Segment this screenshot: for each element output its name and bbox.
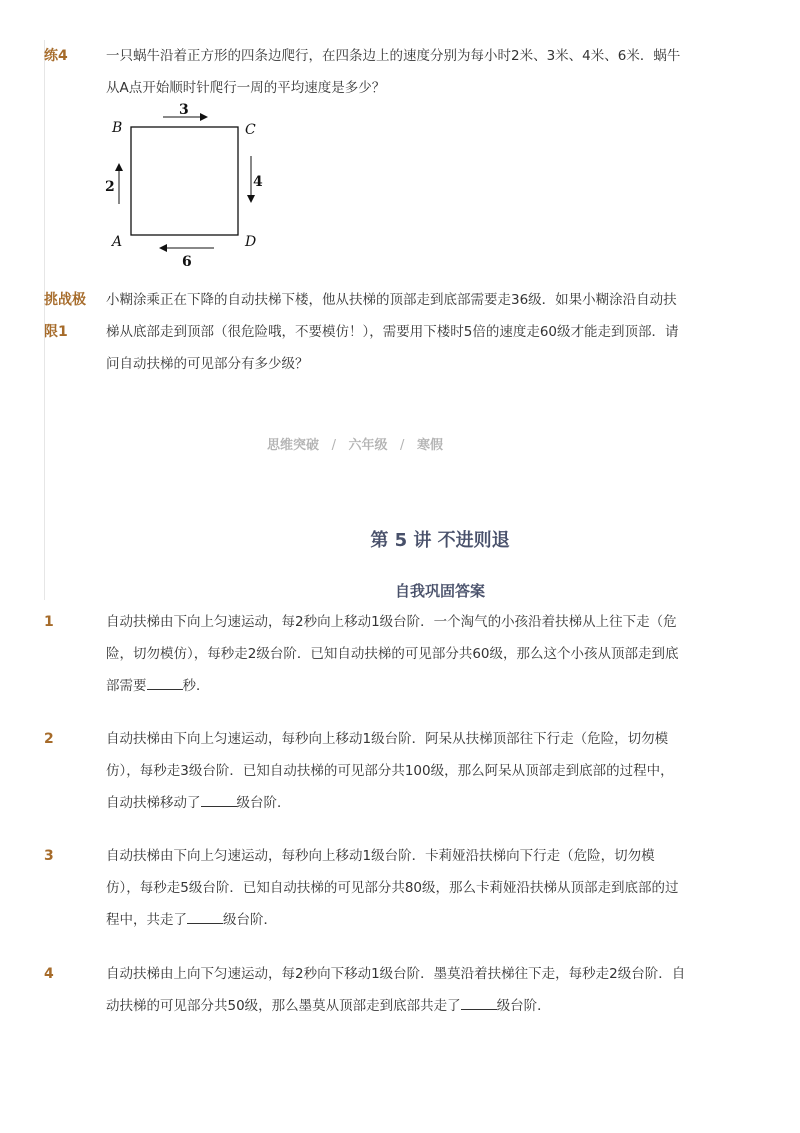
corner-a-label: A (112, 234, 123, 250)
challenge-line3: 问自动扶梯的可见部分有多少级？ (106, 356, 309, 372)
problem-1-line3-after: 秒． (182, 678, 210, 694)
section-title: 自我巩固答案 (394, 582, 485, 600)
problem-3-line3 (106, 904, 718, 936)
challenge-text (106, 284, 718, 380)
problem-2-line3-after: 级台阶． (236, 795, 291, 811)
challenge-line1: 小糊涂乘正在下降的自动扶梯下楼，他从扶梯的顶部走到底部需要走36级．如果小糊涂沿自动扶 (106, 292, 677, 308)
breadcrumb-sep-1: / (331, 438, 336, 453)
problem-1-line1: 自动扶梯由下向上匀速运动，每2秒向上移动1级台阶．一个淘气的小孩沿着扶梯从上往下走（危 (106, 614, 677, 630)
problem-4-line2 (106, 990, 718, 1022)
problem-3-line1: 自动扶梯由下向上匀速运动，每秒向上移动1级台阶．卡莉娅沿扶梯向下行走（危险，切勿模 (106, 848, 655, 864)
breadcrumb (0, 434, 710, 453)
practice4-label: 练4 (44, 48, 68, 64)
problem-1-line3 (106, 670, 718, 702)
problem-1-number: 1 (44, 614, 54, 630)
challenge-label-line1: 挑战极 (44, 292, 86, 308)
problem-2-line3-before: 自动扶梯移动了 (106, 795, 201, 811)
problem-1-text (106, 606, 718, 702)
problem-4-line1: 自动扶梯由上向下匀速运动，每2秒向下移动1级台阶．墨莫沿着扶梯往下走，每秒走2级台阶．自 (106, 966, 686, 982)
practice4-line2: 从A点开始顺时针爬行一周的平均速度是多少？ (106, 80, 386, 96)
problem-2-line3 (106, 787, 718, 819)
problem-2-text (106, 723, 718, 819)
speed-left-label: 2 (105, 179, 115, 195)
problem-3-line3-after: 级台阶． (223, 912, 277, 928)
corner-b-label: B (112, 120, 123, 136)
answer-blank (201, 792, 237, 807)
problem-2-line1: 自动扶梯由下向上匀速运动，每秒向上移动1级台阶．阿呆从扶梯顶部往下行走（危险，切勿模 (106, 731, 669, 747)
practice4-line1: 一只蜗牛沿着正方形的四条边爬行，在四条边上的速度分别为每小时2米、3米、4米、6米．蜗牛 (106, 48, 681, 64)
snail-square-figure (100, 100, 280, 275)
corner-c-label: C (245, 122, 256, 138)
problem-4-number: 4 (44, 966, 54, 982)
challenge-label-line2: 限1 (44, 324, 68, 340)
square-outline (131, 127, 238, 235)
problem-3-line2: 仿），每秒走5级台阶．已知自动扶梯的可见部分共80级，那么卡莉娅沿扶梯从顶部走到底部的过 (106, 880, 679, 896)
lecture-title: 第 5 讲 不进则退 (370, 530, 510, 551)
corner-d-label: D (245, 234, 257, 250)
problem-1-line3-before: 部需要 (106, 678, 147, 694)
answer-blank (187, 909, 223, 924)
challenge-label (44, 284, 86, 348)
speed-bottom-label: 6 (182, 254, 192, 270)
problem-3-line3-before: 程中，共走了 (106, 912, 187, 928)
challenge-line2: 梯从底部走到顶部（很危险哦，不要模仿！），需要用下楼时5倍的速度走60级才能走到顶部．请 (106, 324, 679, 340)
problem-1-line2: 险，切勿模仿），每秒走2级台阶．已知自动扶梯的可见部分共60级，那么这个小孩从顶部走到底 (106, 646, 679, 662)
problem-2-number: 2 (44, 731, 54, 747)
problem-2-line2: 仿），每秒走3级台阶．已知自动扶梯的可见部分共100级，那么阿呆从顶部走到底部的过程中， (106, 763, 674, 779)
speed-top-label: 3 (179, 102, 189, 118)
problem-3-number: 3 (44, 848, 54, 864)
problem-4-line2-before: 动扶梯的可见部分共50级，那么墨莫从顶部走到底部共走了 (106, 998, 461, 1014)
problem-4-line2-after: 级台阶． (496, 998, 551, 1014)
practice4-text (106, 40, 718, 104)
breadcrumb-item-3: 寒假 (416, 438, 443, 453)
breadcrumb-item-1: 思维突破 (267, 438, 320, 453)
breadcrumb-sep-2: / (400, 438, 405, 453)
answer-blank (147, 675, 183, 690)
problem-4-text (106, 958, 718, 1022)
speed-right-label: 4 (253, 174, 263, 190)
breadcrumb-item-2: 六年级 (348, 438, 388, 453)
problem-3-text (106, 840, 718, 936)
answer-blank (461, 995, 497, 1010)
